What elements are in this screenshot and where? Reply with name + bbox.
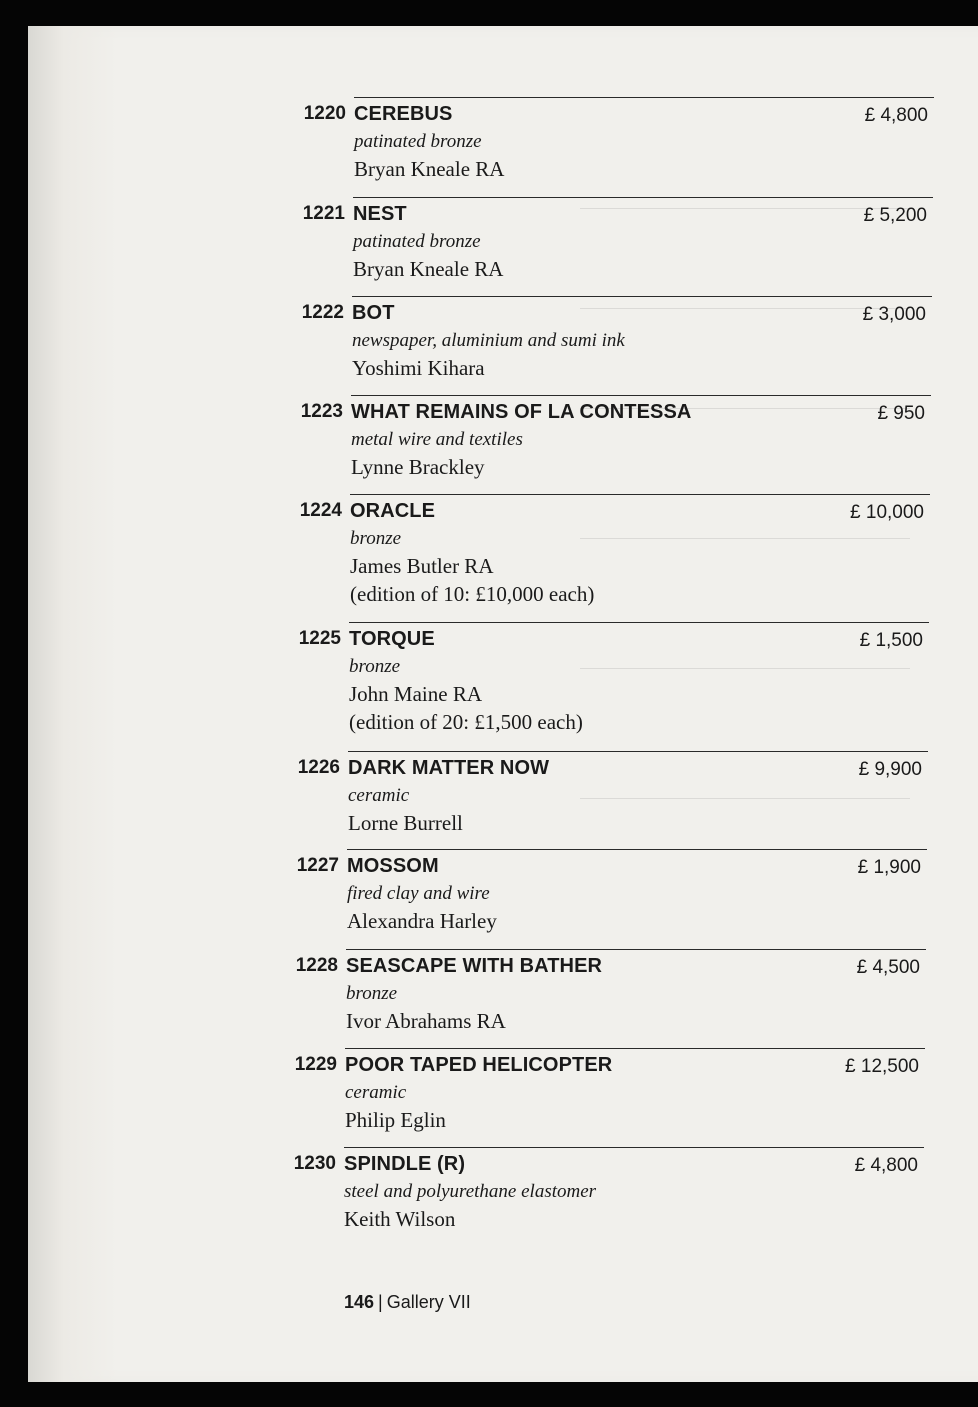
page-edge-shadow bbox=[28, 26, 118, 1382]
page-number: 146 bbox=[344, 1292, 375, 1312]
lot-price: £ 3,000 bbox=[862, 304, 926, 325]
lot-medium: fired clay and wire bbox=[347, 883, 490, 904]
lot-price: £ 9,900 bbox=[858, 759, 922, 780]
lot-price: £ 10,000 bbox=[850, 502, 924, 523]
entry-rule bbox=[344, 1147, 924, 1148]
lot-title: SEASCAPE WITH BATHER bbox=[346, 955, 603, 977]
lot-title: SPINDLE (R) bbox=[344, 1153, 466, 1175]
lot-entry bbox=[290, 494, 930, 622]
entry-rule bbox=[348, 751, 928, 752]
footer-separator: | bbox=[378, 1292, 383, 1312]
lot-entry bbox=[286, 949, 926, 1049]
lot-entry bbox=[284, 1147, 924, 1247]
lot-number: 1229 bbox=[294, 1054, 337, 1075]
lot-medium: ceramic bbox=[345, 1082, 407, 1103]
entry-rule bbox=[352, 296, 932, 297]
lot-entry bbox=[291, 395, 931, 495]
lot-medium: bronze bbox=[349, 656, 401, 677]
lot-price: £ 950 bbox=[877, 403, 925, 424]
lot-title: ORACLE bbox=[350, 500, 436, 522]
lot-price: £ 1,500 bbox=[859, 630, 923, 651]
lot-artist: James Butler RA bbox=[350, 554, 494, 578]
lot-number: 1221 bbox=[302, 203, 345, 224]
entry-rule bbox=[351, 395, 931, 396]
entry-rule bbox=[347, 849, 927, 850]
entry-rule bbox=[349, 622, 929, 623]
lot-title: CEREBUS bbox=[354, 103, 453, 125]
lot-price: £ 4,800 bbox=[864, 105, 928, 126]
lot-medium: ceramic bbox=[348, 785, 410, 806]
lot-medium: bronze bbox=[346, 983, 398, 1004]
lot-entry bbox=[288, 751, 928, 851]
lot-title: NEST bbox=[353, 203, 407, 225]
lot-number: 1223 bbox=[300, 401, 343, 422]
lot-entry bbox=[292, 296, 932, 396]
lot-artist: Bryan Kneale RA bbox=[354, 157, 505, 181]
lot-title: MOSSOM bbox=[347, 855, 439, 877]
lot-entry bbox=[294, 97, 934, 197]
lot-artist: Bryan Kneale RA bbox=[353, 257, 504, 281]
section-name: Gallery VII bbox=[386, 1292, 471, 1312]
lot-artist: Lorne Burrell bbox=[348, 811, 463, 835]
lot-artist: Keith Wilson bbox=[344, 1207, 456, 1231]
lot-price: £ 4,500 bbox=[856, 957, 920, 978]
lot-entry bbox=[293, 197, 933, 297]
lot-title: BOT bbox=[352, 302, 395, 324]
lot-price: £ 4,800 bbox=[854, 1155, 918, 1176]
entry-rule bbox=[346, 949, 926, 950]
lot-entry bbox=[285, 1048, 925, 1148]
entry-rule bbox=[354, 97, 934, 98]
lot-number: 1222 bbox=[301, 302, 344, 323]
lot-artist: Ivor Abrahams RA bbox=[346, 1009, 506, 1033]
lot-artist: Philip Eglin bbox=[345, 1108, 446, 1132]
lot-title: TORQUE bbox=[349, 628, 435, 650]
lot-artist: Alexandra Harley bbox=[347, 909, 497, 933]
lot-medium: bronze bbox=[350, 528, 402, 549]
lot-medium: steel and polyurethane elastomer bbox=[344, 1181, 597, 1202]
entry-rule bbox=[350, 494, 930, 495]
page-footer bbox=[344, 1292, 471, 1313]
lot-artist: Lynne Brackley bbox=[351, 455, 485, 479]
lot-title: POOR TAPED HELICOPTER bbox=[345, 1054, 613, 1076]
lot-number: 1225 bbox=[298, 628, 341, 649]
lot-title: WHAT REMAINS OF LA CONTESSA bbox=[351, 401, 692, 423]
lot-number: 1230 bbox=[293, 1153, 336, 1174]
lot-artist: John Maine RA bbox=[349, 682, 482, 706]
lot-number: 1227 bbox=[296, 855, 339, 876]
lot-medium: metal wire and textiles bbox=[351, 429, 523, 450]
lot-number: 1226 bbox=[297, 757, 340, 778]
lot-medium: patinated bronze bbox=[353, 231, 481, 252]
lot-number: 1220 bbox=[303, 103, 346, 124]
entry-rule bbox=[345, 1048, 925, 1049]
lot-medium: newspaper, aluminium and sumi ink bbox=[352, 330, 625, 351]
lot-edition: (edition of 10: £10,000 each) bbox=[350, 582, 595, 606]
lot-artist: Yoshimi Kihara bbox=[352, 356, 485, 380]
lot-entry bbox=[287, 849, 927, 949]
entry-rule bbox=[353, 197, 933, 198]
lot-medium: patinated bronze bbox=[354, 131, 482, 152]
lot-edition: (edition of 20: £1,500 each) bbox=[349, 710, 583, 734]
lot-entry bbox=[289, 622, 929, 750]
lot-price: £ 1,900 bbox=[857, 857, 921, 878]
lot-price: £ 12,500 bbox=[845, 1056, 919, 1077]
lot-title: DARK MATTER NOW bbox=[348, 757, 550, 779]
lot-price: £ 5,200 bbox=[863, 205, 927, 226]
lot-number: 1228 bbox=[295, 955, 338, 976]
lot-number: 1224 bbox=[299, 500, 342, 521]
